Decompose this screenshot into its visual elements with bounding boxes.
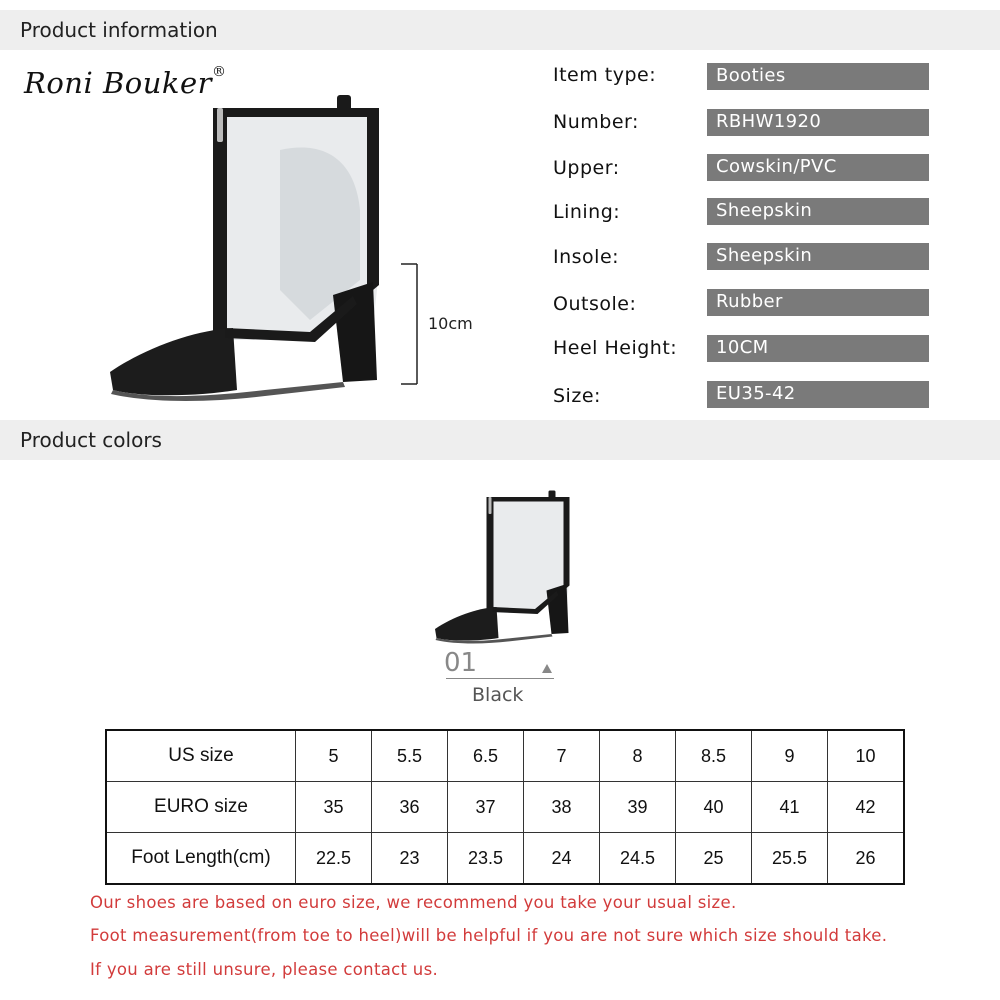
- table-cell: 35: [296, 782, 372, 833]
- spec-value-heel-height: 10CM: [707, 335, 929, 362]
- table-cell: 5: [296, 730, 372, 782]
- heel-height-label: 10cm: [428, 314, 473, 333]
- size-note-2: Foot measurement(from toe to heel)will be helpful if you are not sure which size should take.: [90, 926, 888, 945]
- table-cell: 5.5: [372, 730, 448, 782]
- table-row: [106, 833, 904, 885]
- section-title: Product colors: [20, 428, 162, 452]
- spec-label-upper: Upper:: [553, 157, 620, 179]
- table-cell: 25: [676, 833, 752, 885]
- section-title: Product information: [20, 18, 218, 42]
- spec-value-size: EU35-42: [707, 381, 929, 408]
- table-cell: 36: [372, 782, 448, 833]
- spec-value-item-type: Booties: [707, 63, 929, 90]
- table-cell: 6.5: [448, 730, 524, 782]
- spec-label-outsole: Outsole:: [553, 293, 637, 315]
- row-header-euro-size: EURO size: [106, 782, 296, 833]
- product-information-header: [0, 10, 1000, 50]
- table-cell: 8: [600, 730, 676, 782]
- variant-number: 01: [444, 648, 478, 678]
- spec-value-lining: Sheepskin: [707, 198, 929, 225]
- color-variant-thumbnail[interactable]: [425, 488, 585, 648]
- product-colors-header: [0, 420, 1000, 460]
- table-cell: 26: [828, 833, 905, 885]
- variant-color-name: Black: [472, 684, 524, 706]
- table-cell: 25.5: [752, 833, 828, 885]
- brand-name: Roni Bouker: [24, 66, 213, 100]
- table-cell: 23.5: [448, 833, 524, 885]
- spec-value-number: RBHW1920: [707, 109, 929, 136]
- spec-label-item-type: Item type:: [553, 64, 657, 86]
- table-row: [106, 782, 904, 833]
- spec-value-outsole: Rubber: [707, 289, 929, 316]
- spec-label-lining: Lining:: [553, 201, 621, 223]
- boot-product-image: [105, 90, 395, 410]
- heel-height-dimension-icon: [398, 262, 422, 388]
- table-cell: 8.5: [676, 730, 752, 782]
- table-cell: 9: [752, 730, 828, 782]
- registered-mark: ®: [212, 64, 227, 81]
- spec-label-insole: Insole:: [553, 246, 620, 268]
- spec-value-insole: Sheepskin: [707, 243, 929, 270]
- spec-label-heel-height: Heel Height:: [553, 337, 678, 359]
- table-cell: 41: [752, 782, 828, 833]
- table-cell: 24: [524, 833, 600, 885]
- table-cell: 10: [828, 730, 905, 782]
- table-cell: 38: [524, 782, 600, 833]
- table-cell: 22.5: [296, 833, 372, 885]
- size-note-1: Our shoes are based on euro size, we recommend you take your usual size.: [90, 893, 737, 912]
- table-cell: 23: [372, 833, 448, 885]
- table-cell: 7: [524, 730, 600, 782]
- table-cell: 37: [448, 782, 524, 833]
- spec-value-upper: Cowskin/PVC: [707, 154, 929, 181]
- row-header-foot-length: Foot Length(cm): [106, 833, 296, 885]
- table-cell: 40: [676, 782, 752, 833]
- table-row: [106, 730, 904, 782]
- row-header-us-size: US size: [106, 730, 296, 782]
- table-cell: 24.5: [600, 833, 676, 885]
- table-cell: 39: [600, 782, 676, 833]
- size-chart-table: [105, 729, 905, 885]
- spec-label-number: Number:: [553, 111, 639, 133]
- variant-underline: [446, 678, 554, 679]
- size-note-3: If you are still unsure, please contact us.: [90, 960, 439, 979]
- table-cell: 42: [828, 782, 905, 833]
- triangle-up-icon: [542, 664, 552, 673]
- spec-label-size: Size:: [553, 385, 601, 407]
